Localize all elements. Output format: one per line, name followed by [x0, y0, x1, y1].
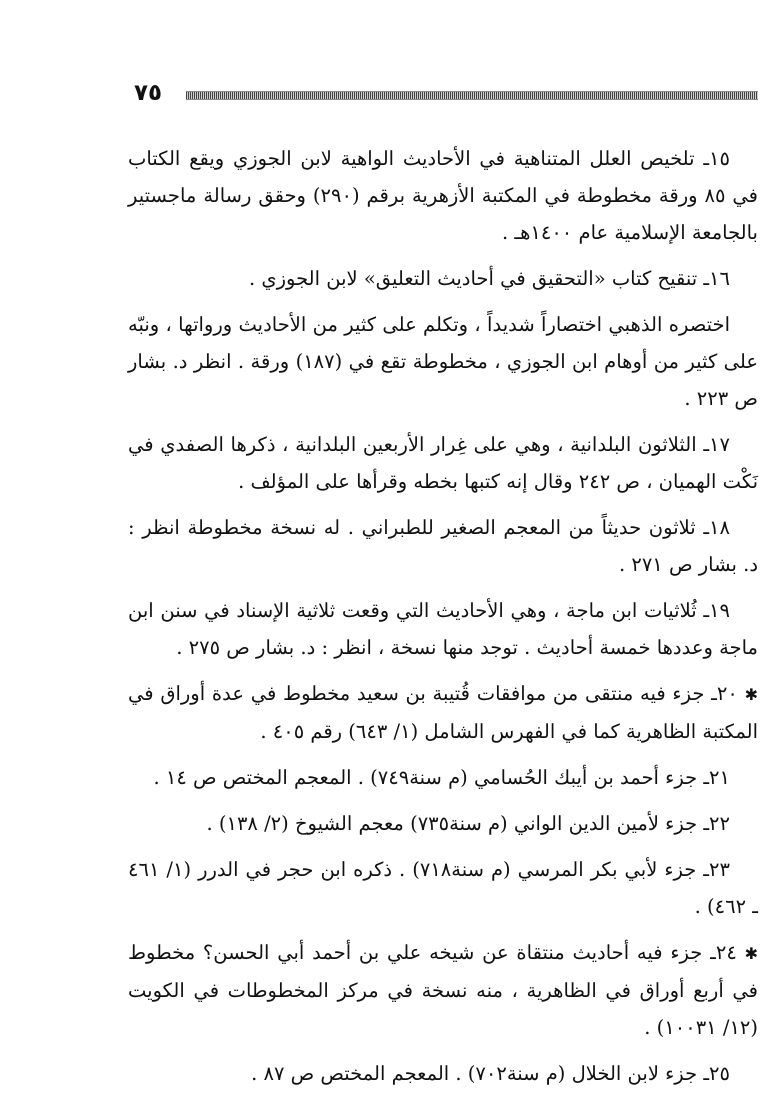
page-header — [128, 78, 758, 108]
entry-18: ١٨ـ ثلاثون حديثاً من المعجم الصغير للطبراني . له نسخة مخطوطة انظر : د. بشار ص ٢٧١ . — [128, 516, 758, 576]
entry-24 — [128, 934, 758, 1046]
entry-15: ١٥ـ تلخيص العلل المتناهية في الأحاديث الواهية لابن الجوزي ويقع الكتاب في ٨٥ ورقة مخطوطة في المكتبة الأزهرية برقم (٢٩٠) وحقق رسالة ماجستير بالجامعة الإسلامية عام ١٤٠٠هـ . — [128, 147, 758, 244]
entry-19: ١٩ـ ثُلاثيات ابن ماجة ، وهي الأحاديث التي وقعت ثلاثية الإسناد في سنن ابن ماجة وعددها خمسة أحاديث . توجد منها نسخة ، انظر : د. بشار ص ٢٧٥ . — [128, 599, 758, 659]
entry-17: ١٧ـ الثلاثون البلدانية ، وهي على غِرار الأربعين البلدانية ، ذكرها الصفدي في نَكْت الهميان ، ص ٢٤٢ وقال إنه كتبها بخطه وقرأها على المؤلف . — [128, 433, 758, 493]
entry-22: ٢٢ـ جزء لأمين الدين الواني (م سنة٧٣٥) معجم الشيوخ (٢/ ١٣٨) . — [206, 812, 730, 835]
entry-20 — [128, 675, 758, 750]
entry-16: ١٦ـ تنقيح كتاب «التحقيق في أحاديث التعليق» لابن الجوزي . — [248, 267, 730, 290]
page-number: ٧٥ — [134, 80, 163, 106]
header-rule — [186, 91, 758, 100]
entry-23: ٢٣ـ جزء لأبي بكر المرسي (م سنة٧١٨) . ذكره ابن حجر في الدرر (١/ ٤٦١ ـ ٤٦٢) . — [128, 858, 758, 918]
entry-24-text: ٢٤ـ جزء فيه أحاديث منتقاة عن شيخه علي بن أحمد أبي الحسن؟ مخطوط في أربع أوراق في الظاهرية ، منه نسخة في مركز المخطوطات في الكويت (١٢/ ١٠٠٣١) . — [128, 941, 758, 1039]
entry-16-description: اختصره الذهبي اختصاراً شديداً ، وتكلم على كثير من الأحاديث ورواتها ، ونبّه على كثير من أوهام ابن الجوزي ، مخطوطة تقع في (١٨٧) ورقة . انظر د. بشار ص ٢٢٣ . — [128, 313, 758, 410]
entry-25: ٢٥ـ جزء لابن الخلال (م سنة٧٠٢) . المعجم المختص ص ٨٧ . — [251, 1062, 730, 1085]
star-marker-icon: ✱ — [744, 685, 758, 704]
star-marker-icon: ✱ — [744, 944, 758, 963]
entry-21: ٢١ـ جزء أحمد بن أيبك الحُسامي (م سنة٧٤٩) . المعجم المختص ص ١٤ . — [153, 766, 730, 789]
entry-20-text: ٢٠ـ جزء فيه منتقى من موافقات قُتيبة بن سعيد مخطوط في عدة أوراق في المكتبة الظاهرية كما في الفهرس الشامل (١/ ٦٤٣) رقم ٤٠٥ . — [128, 682, 758, 743]
page-body — [128, 140, 758, 1101]
